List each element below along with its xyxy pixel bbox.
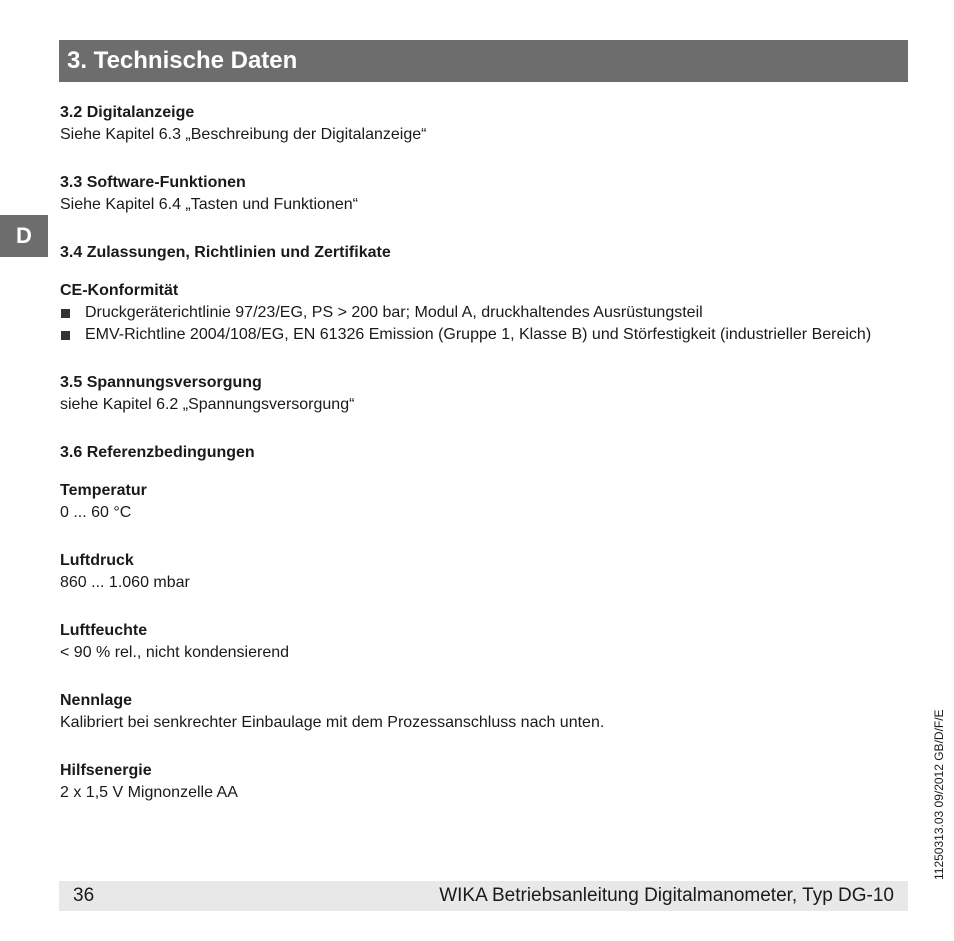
ref-item-temperatur: [60, 480, 910, 524]
list-item-text: Druckgeräterichtlinie 97/23/EG, PS > 200 bar; Modul A, druckhaltendes Ausrüstungsteil: [85, 304, 703, 321]
footer-title: WIKA Betriebsanleitung Digitalmanometer, Typ DG-10: [439, 885, 894, 906]
ref-value: 860 ... 1.060 mbar: [60, 574, 190, 591]
ce-list: [60, 302, 910, 346]
ref-item-luftfeuchte: [60, 620, 910, 664]
page-content: [60, 102, 910, 830]
ref-item-nennlage: [60, 690, 910, 734]
ref-value: < 90 % rel., nicht kondensierend: [60, 644, 290, 661]
square-bullet-icon: [61, 309, 70, 318]
ref-label: Luftfeuchte: [60, 622, 148, 639]
section-heading: 3.3 Software-Funktionen: [60, 174, 246, 191]
list-item-text: EMV-Richtline 2004/108/EG, EN 61326 Emission (Gruppe 1, Klasse B) und Störfestigkeit (industrieller Bereich): [85, 326, 872, 343]
chapter-title: 3. Technische Daten: [59, 40, 908, 82]
section-ce-konformitaet: [60, 280, 910, 346]
section-spannungsversorgung: [60, 372, 910, 416]
ref-item-hilfsenergie: [60, 760, 910, 804]
ref-label: Luftdruck: [60, 552, 134, 569]
section-heading: 3.4 Zulassungen, Richtlinien und Zertifikate: [60, 244, 391, 261]
section-heading: 3.6 Referenzbedingungen: [60, 444, 255, 461]
list-item: [60, 324, 910, 346]
section-referenzbedingungen: [60, 442, 910, 464]
section-text: Siehe Kapitel 6.3 „Beschreibung der Digitalanzeige“: [60, 126, 427, 143]
language-tab: D: [0, 215, 48, 257]
document-code: 11250313.03 09/2012 GB/D/F/E: [932, 709, 946, 880]
page-footer: [59, 881, 908, 911]
ref-label: Nennlage: [60, 692, 133, 709]
section-text: siehe Kapitel 6.2 „Spannungsversorgung“: [60, 396, 355, 413]
page-number: 36: [73, 885, 95, 906]
ref-value: Kalibriert bei senkrechter Einbaulage mit dem Prozessanschluss nach unten.: [60, 714, 605, 731]
section-heading: 3.2 Digitalanzeige: [60, 104, 195, 121]
section-text: Siehe Kapitel 6.4 „Tasten und Funktionen“: [60, 196, 358, 213]
ref-item-luftdruck: [60, 550, 910, 594]
section-heading: 3.5 Spannungsversorgung: [60, 374, 262, 391]
ce-heading: CE-Konformität: [60, 282, 179, 299]
list-item: [60, 302, 910, 324]
section-digitalanzeige: [60, 102, 910, 146]
ref-value: 0 ... 60 °C: [60, 504, 132, 521]
square-bullet-icon: [61, 331, 70, 340]
ref-label: Temperatur: [60, 482, 147, 499]
section-software-funktionen: [60, 172, 910, 216]
section-zulassungen: [60, 242, 910, 264]
ref-value: 2 x 1,5 V Mignonzelle AA: [60, 784, 238, 801]
ref-label: Hilfsenergie: [60, 762, 152, 779]
